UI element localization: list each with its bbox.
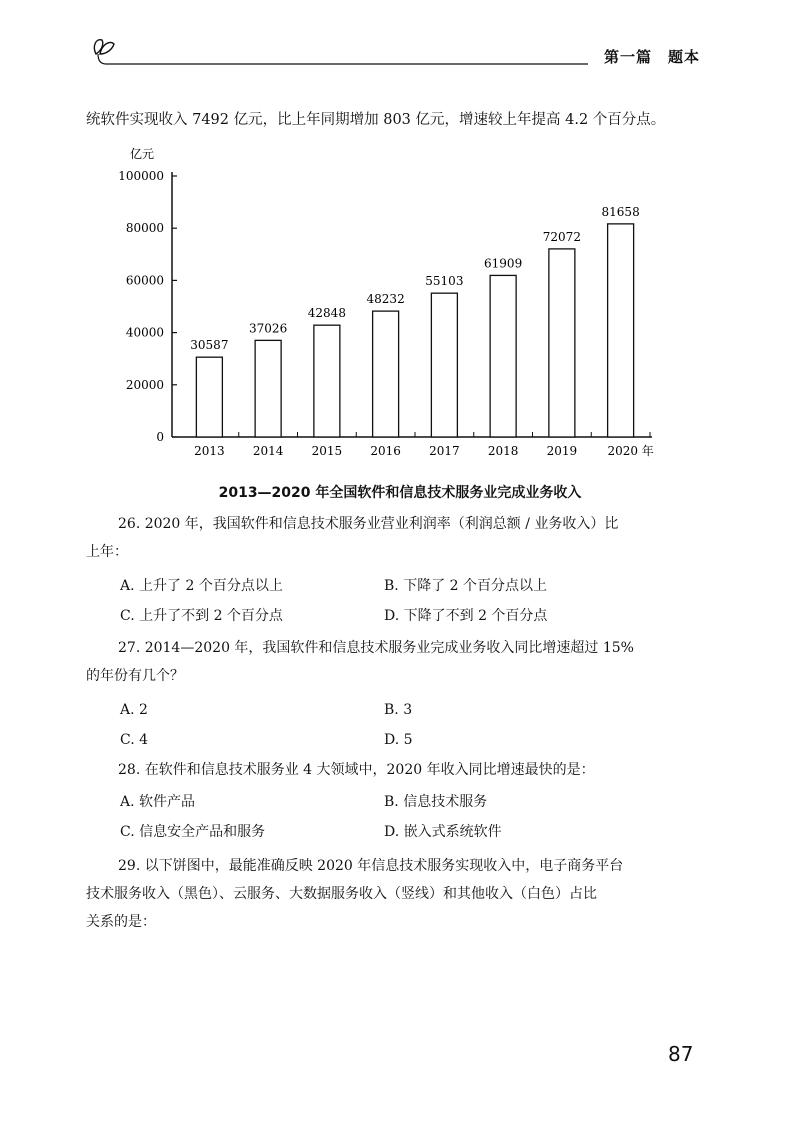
bar — [255, 340, 281, 437]
question-28-option-b[interactable]: B. 信息技术服务 — [384, 794, 488, 810]
bar-value-label: 72072 — [542, 229, 581, 244]
question-29-line2: 技术服务收入（黑色）、云服务、大数据服务收入（竖线）和其他收入（白色）占比 — [86, 886, 597, 902]
bar — [490, 275, 516, 437]
y-tick-label: 80000 — [125, 221, 164, 236]
question-27-option-d[interactable]: D. 5 — [384, 732, 413, 748]
x-tick-label: 2019 — [546, 444, 578, 458]
bar-value-label: 61909 — [484, 256, 523, 271]
x-tick-label: 2016 — [370, 444, 401, 458]
bar — [549, 249, 575, 437]
question-26-option-b[interactable]: B. 下降了 2 个百分点以上 — [384, 578, 547, 594]
x-tick-label: 2020 年 — [607, 444, 654, 458]
question-27-option-b[interactable]: B. 3 — [384, 702, 413, 718]
question-26-line1: 26. 2020 年，我国软件和信息技术服务业营业利润率（利润总额 / 业务收入）比 — [118, 516, 619, 532]
y-axis-unit-label: 亿元 — [129, 147, 155, 161]
bar — [608, 224, 634, 437]
question-26-option-c[interactable]: C. 上升了不到 2 个百分点 — [120, 608, 283, 624]
bar-value-label: 81658 — [601, 204, 640, 219]
question-27-line2: 的年份有几个？ — [86, 668, 184, 684]
page-header — [88, 32, 700, 68]
question-26-option-d[interactable]: D. 下降了不到 2 个百分点 — [384, 608, 548, 624]
y-tick-label: 40000 — [125, 325, 164, 340]
x-tick-label: 2017 — [429, 444, 460, 458]
question-27-option-c[interactable]: C. 4 — [120, 732, 149, 748]
question-28-option-a[interactable]: A. 软件产品 — [120, 794, 196, 810]
y-tick-label: 20000 — [125, 377, 164, 392]
x-tick-label: 2014 — [252, 444, 284, 458]
sprout-logo-icon — [88, 32, 608, 68]
bar-value-label: 30587 — [190, 338, 229, 353]
question-26-option-a[interactable]: A. 上升了 2 个百分点以上 — [120, 578, 283, 594]
section-title: 第一篇 题本 — [603, 48, 700, 66]
question-27-option-a[interactable]: A. 2 — [120, 702, 148, 718]
bar-value-label: 55103 — [425, 274, 464, 289]
bar-value-label: 42848 — [307, 306, 346, 321]
revenue-bar-chart — [96, 140, 676, 470]
chart-title: 2013—2020 年全国软件和信息技术服务业完成业务收入 — [218, 485, 582, 501]
bar-value-label: 37026 — [249, 321, 288, 336]
question-28-option-c[interactable]: C. 信息安全产品和服务 — [120, 824, 266, 840]
y-tick-label: 100000 — [118, 169, 164, 183]
bar — [373, 311, 399, 437]
bar — [314, 325, 340, 437]
intro-paragraph: 统软件实现收入 7492 亿元，比上年同期增加 803 亿元，增速较上年提高 4.2 个百分点。 — [86, 112, 666, 128]
bar-value-label: 48232 — [366, 292, 405, 307]
question-27-line1: 27. 2014—2020 年，我国软件和信息技术服务业完成业务收入同比增速超过 15% — [118, 640, 634, 656]
question-28-option-d[interactable]: D. 嵌入式系统软件 — [384, 824, 502, 840]
y-tick-label: 0 — [156, 430, 164, 444]
x-tick-label: 2015 — [311, 444, 343, 458]
y-tick-label: 60000 — [125, 273, 164, 288]
question-29-line1: 29. 以下饼图中，最能准确反映 2020 年信息技术服务实现收入中，电子商务平台 — [118, 858, 624, 874]
bar — [196, 357, 222, 437]
x-tick-label: 2018 — [487, 444, 519, 458]
x-tick-label: 2013 — [194, 444, 225, 458]
question-26-line2: 上年： — [86, 544, 128, 560]
bar — [431, 293, 457, 437]
page-number: 87 — [668, 1042, 694, 1066]
question-28-line1: 28. 在软件和信息技术服务业 4 大领域中，2020 年收入同比增速最快的是： — [118, 762, 595, 778]
question-29-line3: 关系的是： — [86, 914, 156, 930]
